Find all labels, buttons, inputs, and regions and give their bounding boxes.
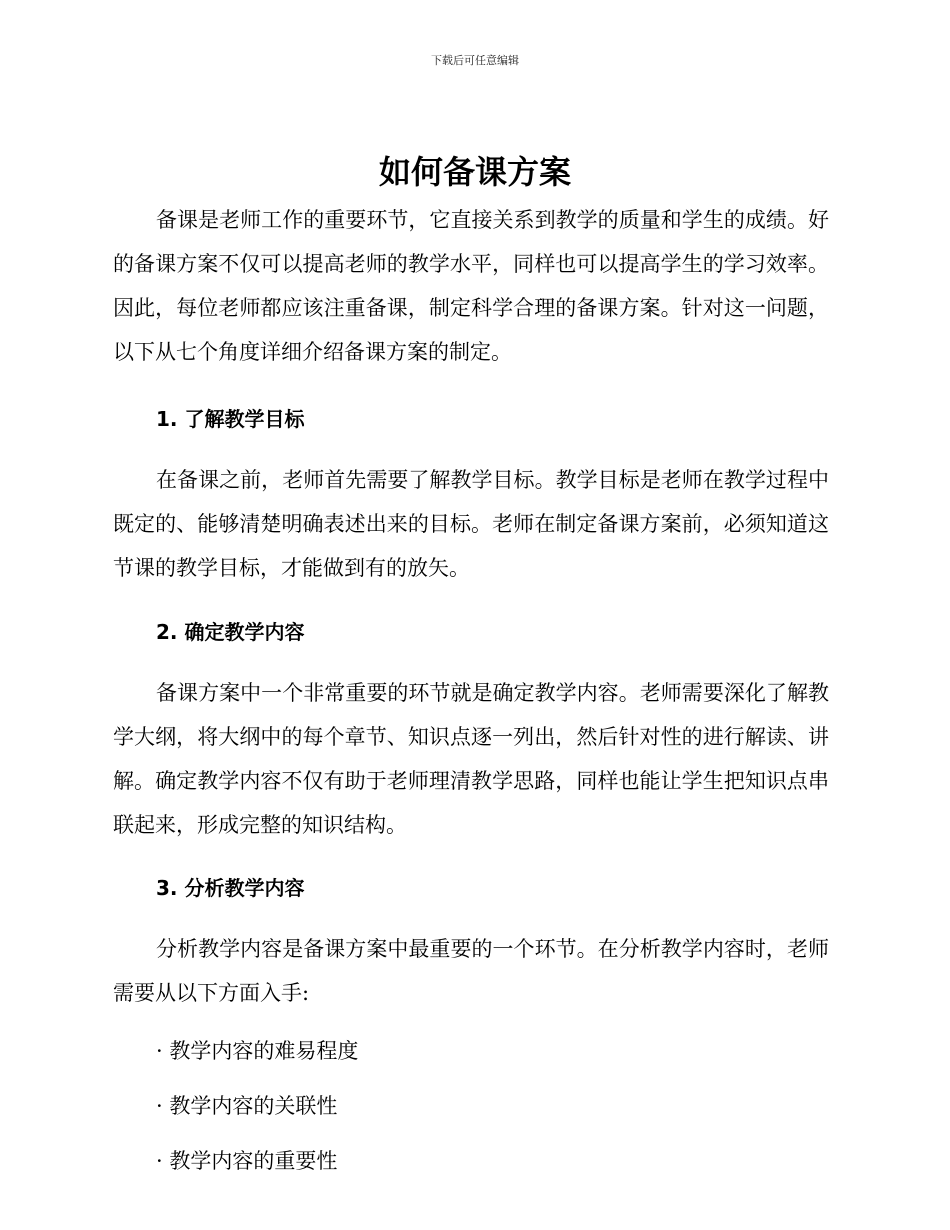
document-title: 如何备课方案 (378, 153, 571, 191)
document-body (113, 198, 829, 1194)
section-heading-1: 1. 了解教学目标 (156, 407, 305, 431)
section-heading-2: 2. 确定教学内容 (156, 620, 305, 644)
intro-paragraph: 备课是老师工作的重要环节，它直接关系到教学的质量和学生的成绩。好的备课方案不仅可以提高老师的教学水平，同样也可以提高学生的学习效率。因此，每位老师都应该注重备课，制定科学合理的备课方案。针对这一问题，以下从七个角度详细介绍备课方案的制定。 (113, 208, 829, 364)
page-header-note: 下载后可任意编辑 (431, 54, 519, 67)
section-body-3: 分析教学内容是备课方案中最重要的一个环节。在分析教学内容时，老师需要从以下方面入手: (113, 937, 829, 1005)
list-item: · 教学内容的难易程度 (156, 1039, 359, 1063)
bullet-list (113, 1029, 829, 1183)
list-item: · 教学内容的关联性 (156, 1094, 338, 1118)
section-heading-3: 3. 分析教学内容 (156, 876, 305, 900)
section-body-1: 在备课之前，老师首先需要了解教学目标。教学目标是老师在教学过程中既定的、能够清楚明确表述出来的目标。老师在制定备课方案前，必须知道这节课的教学目标，才能做到有的放矢。 (113, 468, 829, 580)
section-body-2: 备课方案中一个非常重要的环节就是确定教学内容。老师需要深化了解教学大纲，将大纲中的每个章节、知识点逐一列出，然后针对性的进行解读、讲解。确定教学内容不仅有助于老师理清教学思路，同样也能让学生把知识点串联起来，形成完整的知识结构。 (113, 681, 829, 837)
list-item: · 教学内容的重要性 (156, 1149, 338, 1173)
